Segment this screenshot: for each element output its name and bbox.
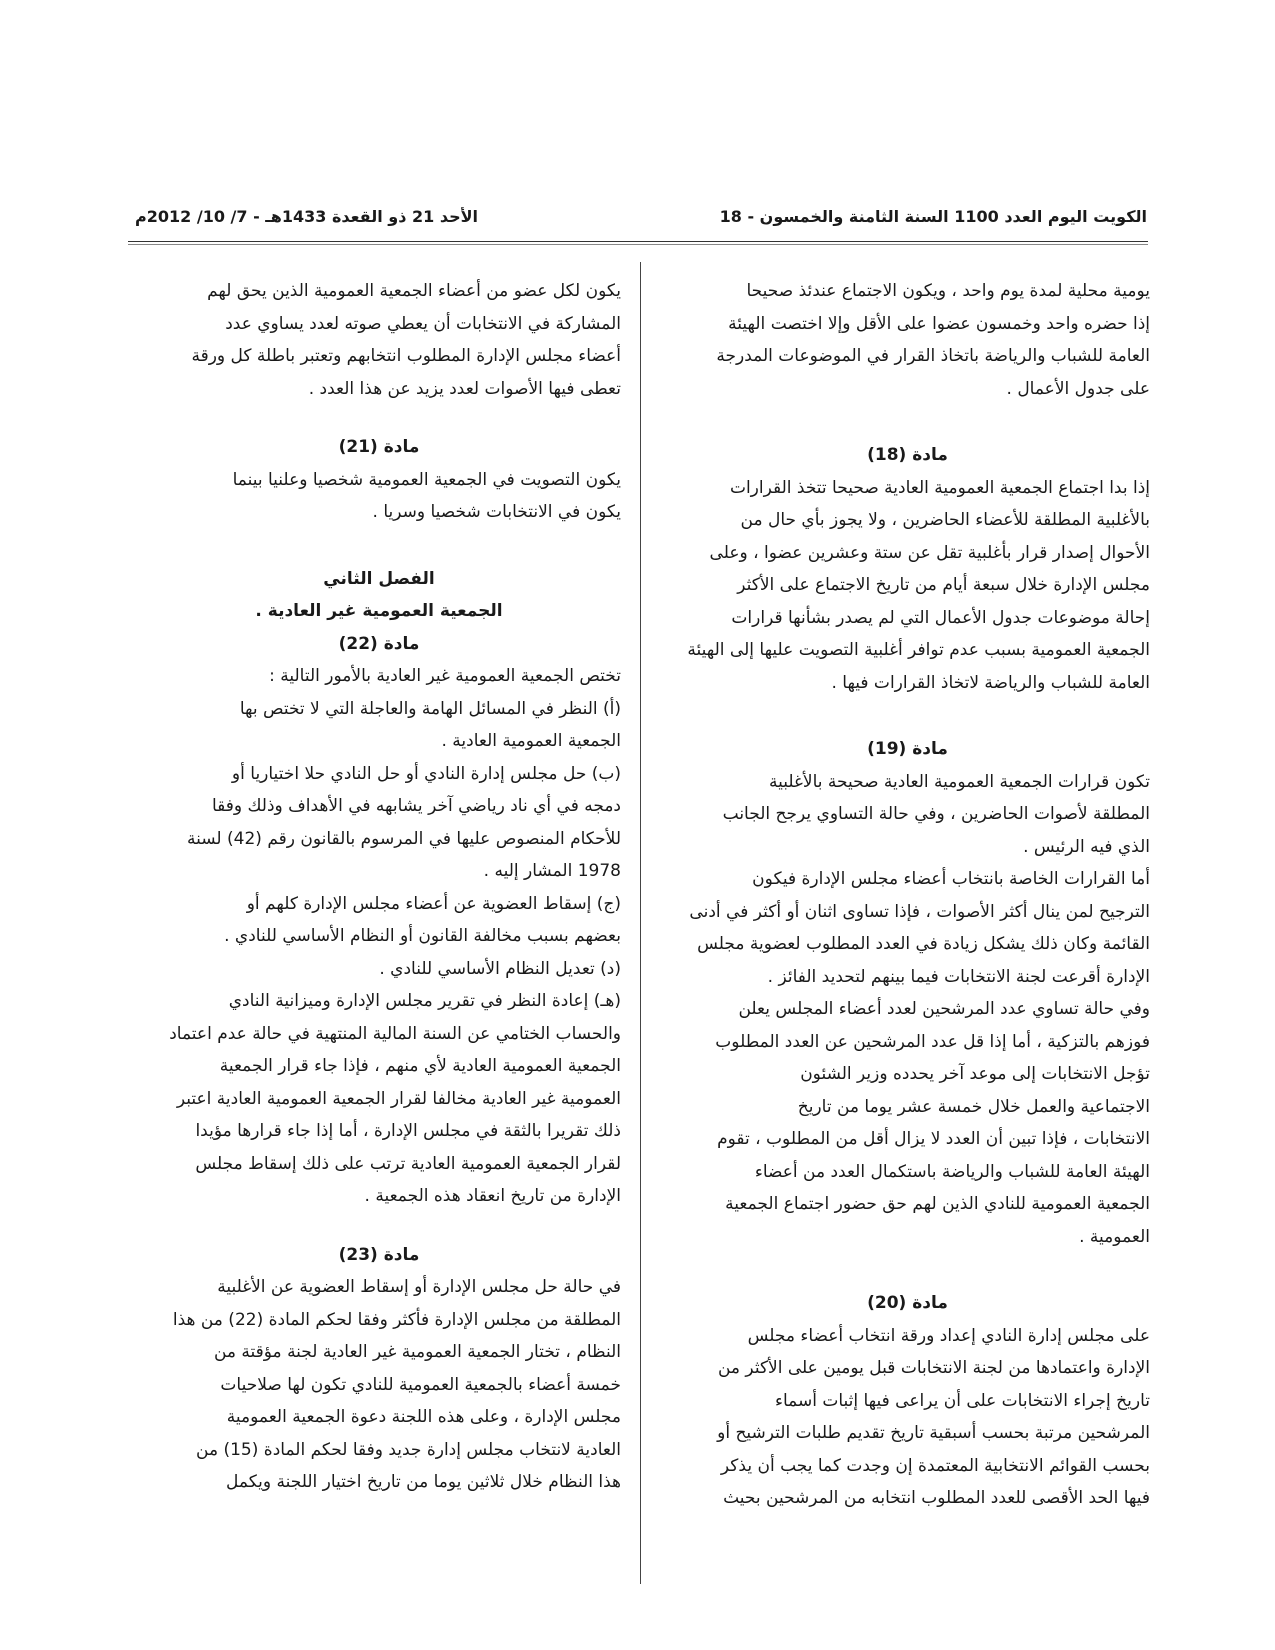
text-line: القائمة وكان ذلك يشكل زيادة في العدد المطلوب لعضوية مجلس [697, 934, 1150, 954]
text-line: النظام ، تختار الجمعية العمومية غير العادية لجنة مؤقتة من [213, 1342, 621, 1362]
text-line: تكون قرارات الجمعية العمومية العادية صحيحة بالأغلبية [768, 771, 1150, 792]
text-line: الترجيح لمن ينال أكثر الأصوات ، فإذا تساوى اثنان أو أكثر في أدنى [689, 901, 1150, 922]
article-18-text [665, 472, 1150, 700]
text-line: العمومية . [1079, 1226, 1150, 1247]
text-line: يومية محلية لمدة يوم واحد ، ويكون الاجتماع عندئذ صحيحا [746, 281, 1150, 301]
text-line: أعضاء مجلس الإدارة المطلوب انتخابهم وتعتبر باطلة كل ورقة [191, 346, 621, 366]
text-line: فوزهم بالتزكية ، أما إذا قل عدد المرشحين عن العدد المطلوب [715, 1031, 1150, 1052]
text-line: وفي حالة تساوي عدد المرشحين لعدد أعضاء المجلس يعلن [738, 999, 1150, 1019]
text-line: بحسب القوائم الانتخابية المعتمدة إن وجدت كما يجب أن يذكر [720, 1455, 1150, 1476]
text-line: بالأغلبية المطلقة للأعضاء الحاضرين ، ولا يجوز بأي حال من [740, 510, 1150, 530]
text-line: الجمعية العمومية للنادي الذين لهم حق حضور اجتماع الجمعية [725, 1194, 1150, 1214]
text-line: العامة للشباب والرياضة لاتخاذ القرارات فيها . [831, 672, 1150, 693]
article-23-title: مادة (23) [338, 1244, 420, 1265]
text-line: إذا حضره واحد وخمسون عضوا على الأقل وإلا اختصت الهيئة [728, 313, 1150, 334]
text-line: (ج) إسقاط العضوية عن أعضاء مجلس الإدارة كلهم أو [246, 893, 621, 914]
text-line: تاريخ إجراء الانتخابات على أن يراعى فيها إثبات أسماء [774, 1390, 1150, 1411]
left-column [137, 275, 621, 1499]
text-line: على مجلس إدارة النادي إعداد ورقة انتخاب أعضاء مجلس [747, 1325, 1150, 1346]
text-line: الانتخابات ، فإذا تبين أن العدد لا يزال أقل من المطلوب ، تقوم [717, 1129, 1150, 1149]
text-line: إحالة موضوعات جدول الأعمال التي لم يصدر بشأنها قرارات [731, 607, 1150, 628]
column-divider [640, 262, 641, 1584]
article-20-title: مادة (20) [867, 1293, 948, 1313]
text-line: المطلقة لأصوات الحاضرين ، وفي حالة التساوي يرجح الجانب [722, 804, 1150, 824]
text-line: أما القرارات الخاصة بانتخاب أعضاء مجلس الإدارة فيكون [752, 869, 1150, 889]
text-line: (هـ) إعادة النظر في تقرير مجلس الإدارة وميزانية النادي [228, 991, 621, 1011]
text-line: تؤجل الانتخابات إلى موعد آخر يحدده وزير الشئون [800, 1064, 1150, 1084]
text-line: العادية لانتخاب مجلس إدارة جديد وفقا لحكم المادة (15) من [196, 1439, 621, 1460]
article-21-title: مادة (21) [338, 437, 420, 457]
text-line: الجمعية العمومية العادية . [441, 731, 621, 751]
text-line: العامة للشباب والرياضة باتخاذ القرار في الموضوعات المدرجة [716, 346, 1150, 366]
text-line: مجلس الإدارة ، وعلى هذه اللجنة دعوة الجمعية العمومية [226, 1407, 621, 1427]
text-line: يكون في الانتخابات شخصيا وسريا . [372, 502, 621, 522]
text-line: في حالة حل مجلس الإدارة أو إسقاط العضوية عن الأغلبية [217, 1277, 621, 1297]
text-line: فيها الحد الأقصى للعدد المطلوب انتخابه من المرشحين بحيث [723, 1488, 1150, 1508]
text-line: الاجتماعية والعمل خلال خمسة عشر يوما من تاريخ [797, 1096, 1150, 1117]
text-line: خمسة أعضاء بالجمعية العمومية للنادي تكون لها صلاحيات [220, 1374, 621, 1395]
text-line: مجلس الإدارة خلال سبعة أيام من تاريخ الاجتماع على الأكثر [737, 575, 1150, 595]
text-line: يكون التصويت في الجمعية العمومية شخصيا وعلنيا بينما [232, 469, 621, 490]
text-line: (ب) حل مجلس إدارة النادي أو حل النادي حلا اختياريا أو [231, 763, 621, 784]
text-line: على جدول الأعمال . [1006, 378, 1150, 399]
text-line: الجمعية العمومية بسبب عدم توافر أغلبية التصويت عليها إلى الهيئة [687, 640, 1150, 660]
page-header-issue: الكويت اليوم العدد 1100 السنة الثامنة والخمسون - 18 [719, 207, 1147, 226]
text-line: دمجه في أي ناد رياضي آخر يشابهه في الأهداف وذلك وفقا [211, 796, 621, 816]
text-line: الإدارة أقرعت لجنة الانتخابات فيما بينهم لتحديد الفائز . [767, 966, 1150, 987]
left-intro-paragraph [137, 275, 621, 405]
article-22-title: مادة (22) [338, 633, 420, 654]
article-19-paragraph-3 [665, 993, 1150, 1253]
page-header-date: الأحد 21 ذو القعدة 1433هـ - 7/ 10/ 2012م [135, 207, 478, 226]
article-19-title: مادة (19) [867, 739, 948, 759]
text-line: المشاركة في الانتخابات أن يعطي صوته لعدد يساوي عدد [225, 313, 621, 334]
text-line: يكون لكل عضو من أعضاء الجمعية العمومية الذين يحق لهم [207, 281, 621, 301]
text-line: الذي فيه الرئيس . [1023, 836, 1150, 857]
article-22-text [137, 660, 621, 1213]
article-20-text [665, 1320, 1150, 1515]
text-line: والحساب الختامي عن السنة المالية المنتهية في حالة عدم اعتماد [169, 1023, 621, 1044]
text-line: تختص الجمعية العمومية غير العادية بالأمور التالية : [269, 666, 621, 686]
text-line: 1978 المشار إليه . [483, 861, 621, 881]
article-19-paragraph-1 [665, 766, 1150, 864]
right-column [665, 275, 1150, 1515]
text-line: هذا النظام خلال ثلاثين يوما من تاريخ اختيار اللجنة ويكمل [226, 1472, 621, 1492]
text-line: الهيئة العامة للشباب والرياضة باستكمال العدد من أعضاء [754, 1161, 1150, 1182]
article-23-text [137, 1271, 621, 1499]
article-18-title: مادة (18) [867, 445, 948, 465]
article-19-paragraph-2 [665, 863, 1150, 993]
text-line: الإدارة من تاريخ انعقاد هذه الجمعية . [364, 1186, 621, 1206]
chapter-subtitle: الجمعية العمومية غير العادية . [255, 601, 503, 621]
text-line: تعطى فيها الأصوات لعدد يزيد عن هذا العدد . [308, 378, 621, 399]
text-line: الإدارة واعتمادها من لجنة الانتخابات قبل يومين على الأكثر من [717, 1358, 1150, 1378]
article-21-text [137, 464, 621, 529]
text-line: للأحكام المنصوص عليها في المرسوم بالقانون رقم (42) لسنة [187, 828, 621, 849]
text-line: لقرار الجمعية العمومية العادية ترتب على ذلك إسقاط مجلس [195, 1153, 621, 1174]
chapter-title: الفصل الثاني [323, 568, 435, 589]
text-line: إذا بدا اجتماع الجمعية العمومية العادية صحيحا تتخذ القرارات [729, 477, 1150, 498]
text-line: العمومية غير العادية مخالفا لقرار الجمعية العمومية العادية اعتبر [176, 1088, 621, 1109]
text-line: المطلقة من مجلس الإدارة فأكثر وفقا لحكم المادة (22) من هذا [172, 1309, 621, 1330]
right-intro-paragraph [665, 275, 1150, 405]
text-line: (د) تعديل النظام الأساسي للنادي . [379, 958, 621, 979]
text-line: الجمعية العمومية العادية لأي منهم ، فإذا جاء قرار الجمعية [219, 1056, 621, 1076]
text-line: بعضهم بسبب مخالفة القانون أو النظام الأساسي للنادي . [224, 926, 621, 946]
text-line: ذلك تقريرا بالثقة في مجلس الإدارة ، أما إذا جاء قرارها مؤيدا [195, 1121, 621, 1141]
header-divider [128, 241, 1148, 245]
text-line: المرشحين مرتبة بحسب أسبقية تاريخ تقديم طلبات الترشيح أو [717, 1423, 1150, 1443]
text-line: (أ) النظر في المسائل الهامة والعاجلة التي لا تختص بها [239, 698, 621, 719]
text-line: الأحوال إصدار قرار بأغلبية تقل عن ستة وعشرين عضوا ، وعلى [709, 542, 1150, 563]
